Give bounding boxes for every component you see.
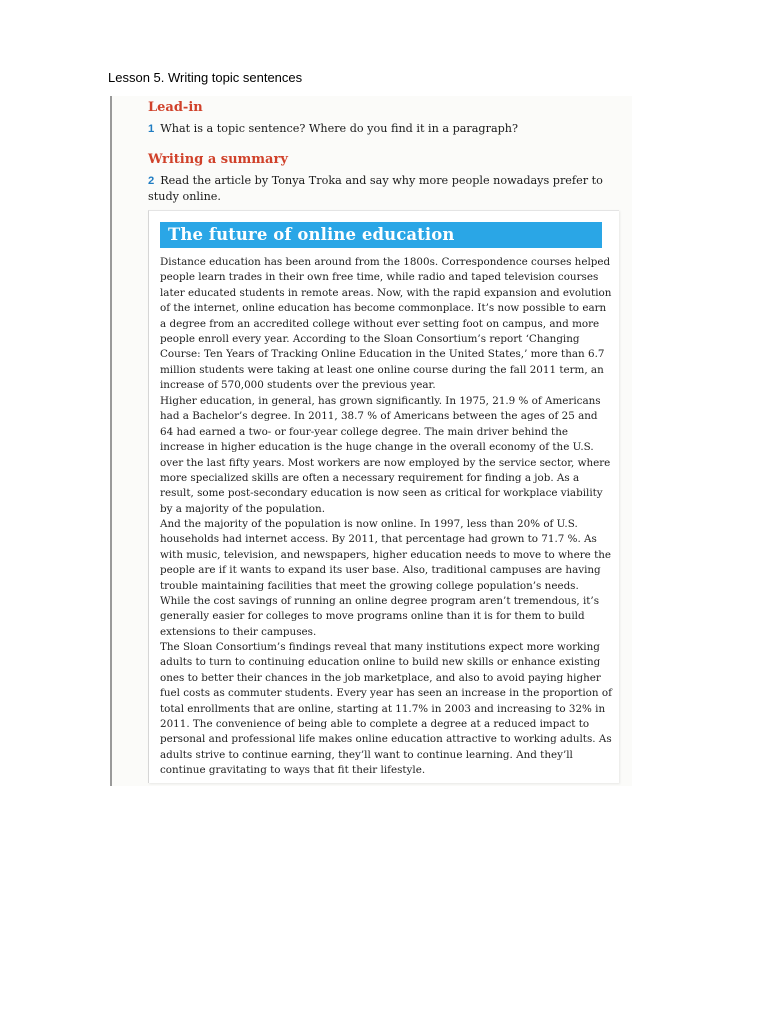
article-paragraph-2: Higher education, in general, has grown significantly. In 1975, 21.9 % of Americans had a Bachelor’s degree. In 2011, 38.7 % of Americans between the ages of 25 and 64 had earned a two- or four-year college degree. The main driver behind the increase in higher education is the huge change in the overall economy of the U.S. over the last fifty years. Most workers are now employed by the service sector, where more specialized skills are often a necessary requirement for finding a job. As a result, some post-secondary education is now seen as critical for workplace viability by a majority of the population. [160,395,611,515]
writing-summary-heading: Writing a summary [148,152,288,167]
article-paragraph-3: And the majority of the population is now online. In 1997, less than 20% of U.S. households had internet access. By 2011, that percentage had grown to 71.7 %. As with music, television, and newspapers, higher education needs to move to where the people are if it wants to expand its user base. Also, traditional campuses are having trouble maintaining facilities that meet the growing college population’s needs. While the cost savings of running an online degree program aren’t tremendous, it’s generally easier for colleges to move programs online than it is for them to build extensions to their campuses. [160,518,612,638]
article-paragraph-4: The Sloan Consortium’s findings reveal that many institutions expect more working adults to turn to continuing education online to build new skills or enhance existing ones to better their chances in the job marketplace, and also to avoid paying higher fuel costs as commuter students. Every year has seen an increase in the proportion of total enrollments that are online, starting at 11.7% in 2003 and increasing to 32% in 2011. The convenience of being able to complete a degree at a reduced impact to personal and professional life makes online education attractive to working adults. As adults strive to continue earning, they’ll want to continue learning. And they’ll continue gravitating to ways that fit their lifestyle. [160,641,612,777]
question-number: 1 [148,123,155,135]
lead-in-heading: Lead-in [148,100,203,115]
question-text: Read the article by Tonya Troka and say why more people nowadays prefer to study online. [148,174,603,203]
question-number: 2 [148,175,155,187]
writing-summary-question [148,173,608,204]
article-paragraph-1: Distance education has been around from the 1800s. Correspondence courses helped people learn trades in their own free time, while radio and taped television courses later educated students in remote areas. Now, with the rapid expansion and evolution of the internet, online education has become commonplace. It’s now possible to earn a degree from an accredited college without ever setting foot on campus, and more people enroll every year. According to the Sloan Consortium’s report ‘Changing Course: Ten Years of Tracking Online Education in the United States,’ more than 6.7 million students were taking at least one online course during the fall 2011 term, an increase of 570,000 students over the previous year. [160,256,612,392]
lesson-title: Lesson 5. Writing topic sentences [108,70,303,85]
question-text: What is a topic sentence? Where do you find it in a paragraph? [160,122,518,135]
lead-in-question [148,121,618,137]
article-title: The future of online education [168,225,455,244]
